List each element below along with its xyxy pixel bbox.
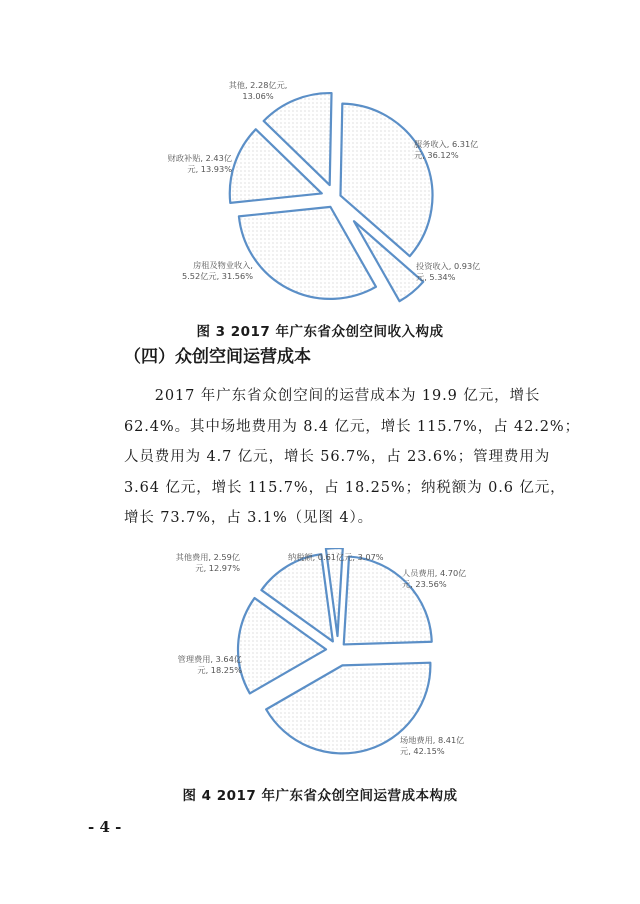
paragraph-line: 增长 73.7%，占 3.1%（见图 4）。 [124,510,374,526]
figure4-caption: 图 4 2017 年广东省众创空间运营成本构成 [182,788,458,804]
figure4-pie-svg [0,548,640,780]
fig3-slice-label: 服务收入, 6.31亿元, 36.12% [414,139,479,160]
fig3-slice-label: 其他, 2.28亿元, 13.06% [228,80,288,101]
figure3-caption: 图 3 2017 年广东省众创空间收入构成 [196,324,444,340]
fig4-slice-label: 人员费用, 4.70亿元, 23.56% [402,568,467,589]
paragraph-line: 62.4%。其中场地费用为 8.4 亿元，增长 115.7%，占 42.2%； [124,418,581,435]
paragraph-line: 人员费用为 4.7 亿元，增长 56.7%，占 23.6%；管理费用为 [124,449,551,465]
page-number: - 4 - [88,818,122,836]
figure3-chart [0,70,640,310]
fig3-slice-label: 财政补贴, 2.43亿元, 13.93% [167,153,232,174]
fig4-slice-label: 场地费用, 8.41亿元, 42.15% [400,735,465,756]
paragraph-line: 3.64 亿元，增长 115.7%，占 18.25%；纳税额为 0.6 亿元， [124,479,566,496]
fig3-slice-label: 房租及物业收入, 5.52亿元, 31.56% [181,260,253,281]
section-paragraph [124,381,581,534]
figure3-pie-svg [0,70,640,310]
fig4-slice-label: 其他费用, 2.59亿元, 12.97% [175,552,240,573]
fig3-slice [340,104,432,257]
section-heading: （四）众创空间运营成本 [124,347,311,367]
figure4-chart [0,548,640,780]
fig4-slice-label: 纳税额, 0.61亿元, 3.07% [288,552,384,562]
fig3-slice-label: 投资收入, 0.93亿元, 5.34% [416,261,481,282]
fig4-slice-label: 管理费用, 3.64亿元, 18.25% [177,654,242,675]
paragraph-line: 2017 年广东省众创空间的运营成本为 19.9 亿元，增长 [124,388,541,404]
fig3-slice [239,207,376,299]
